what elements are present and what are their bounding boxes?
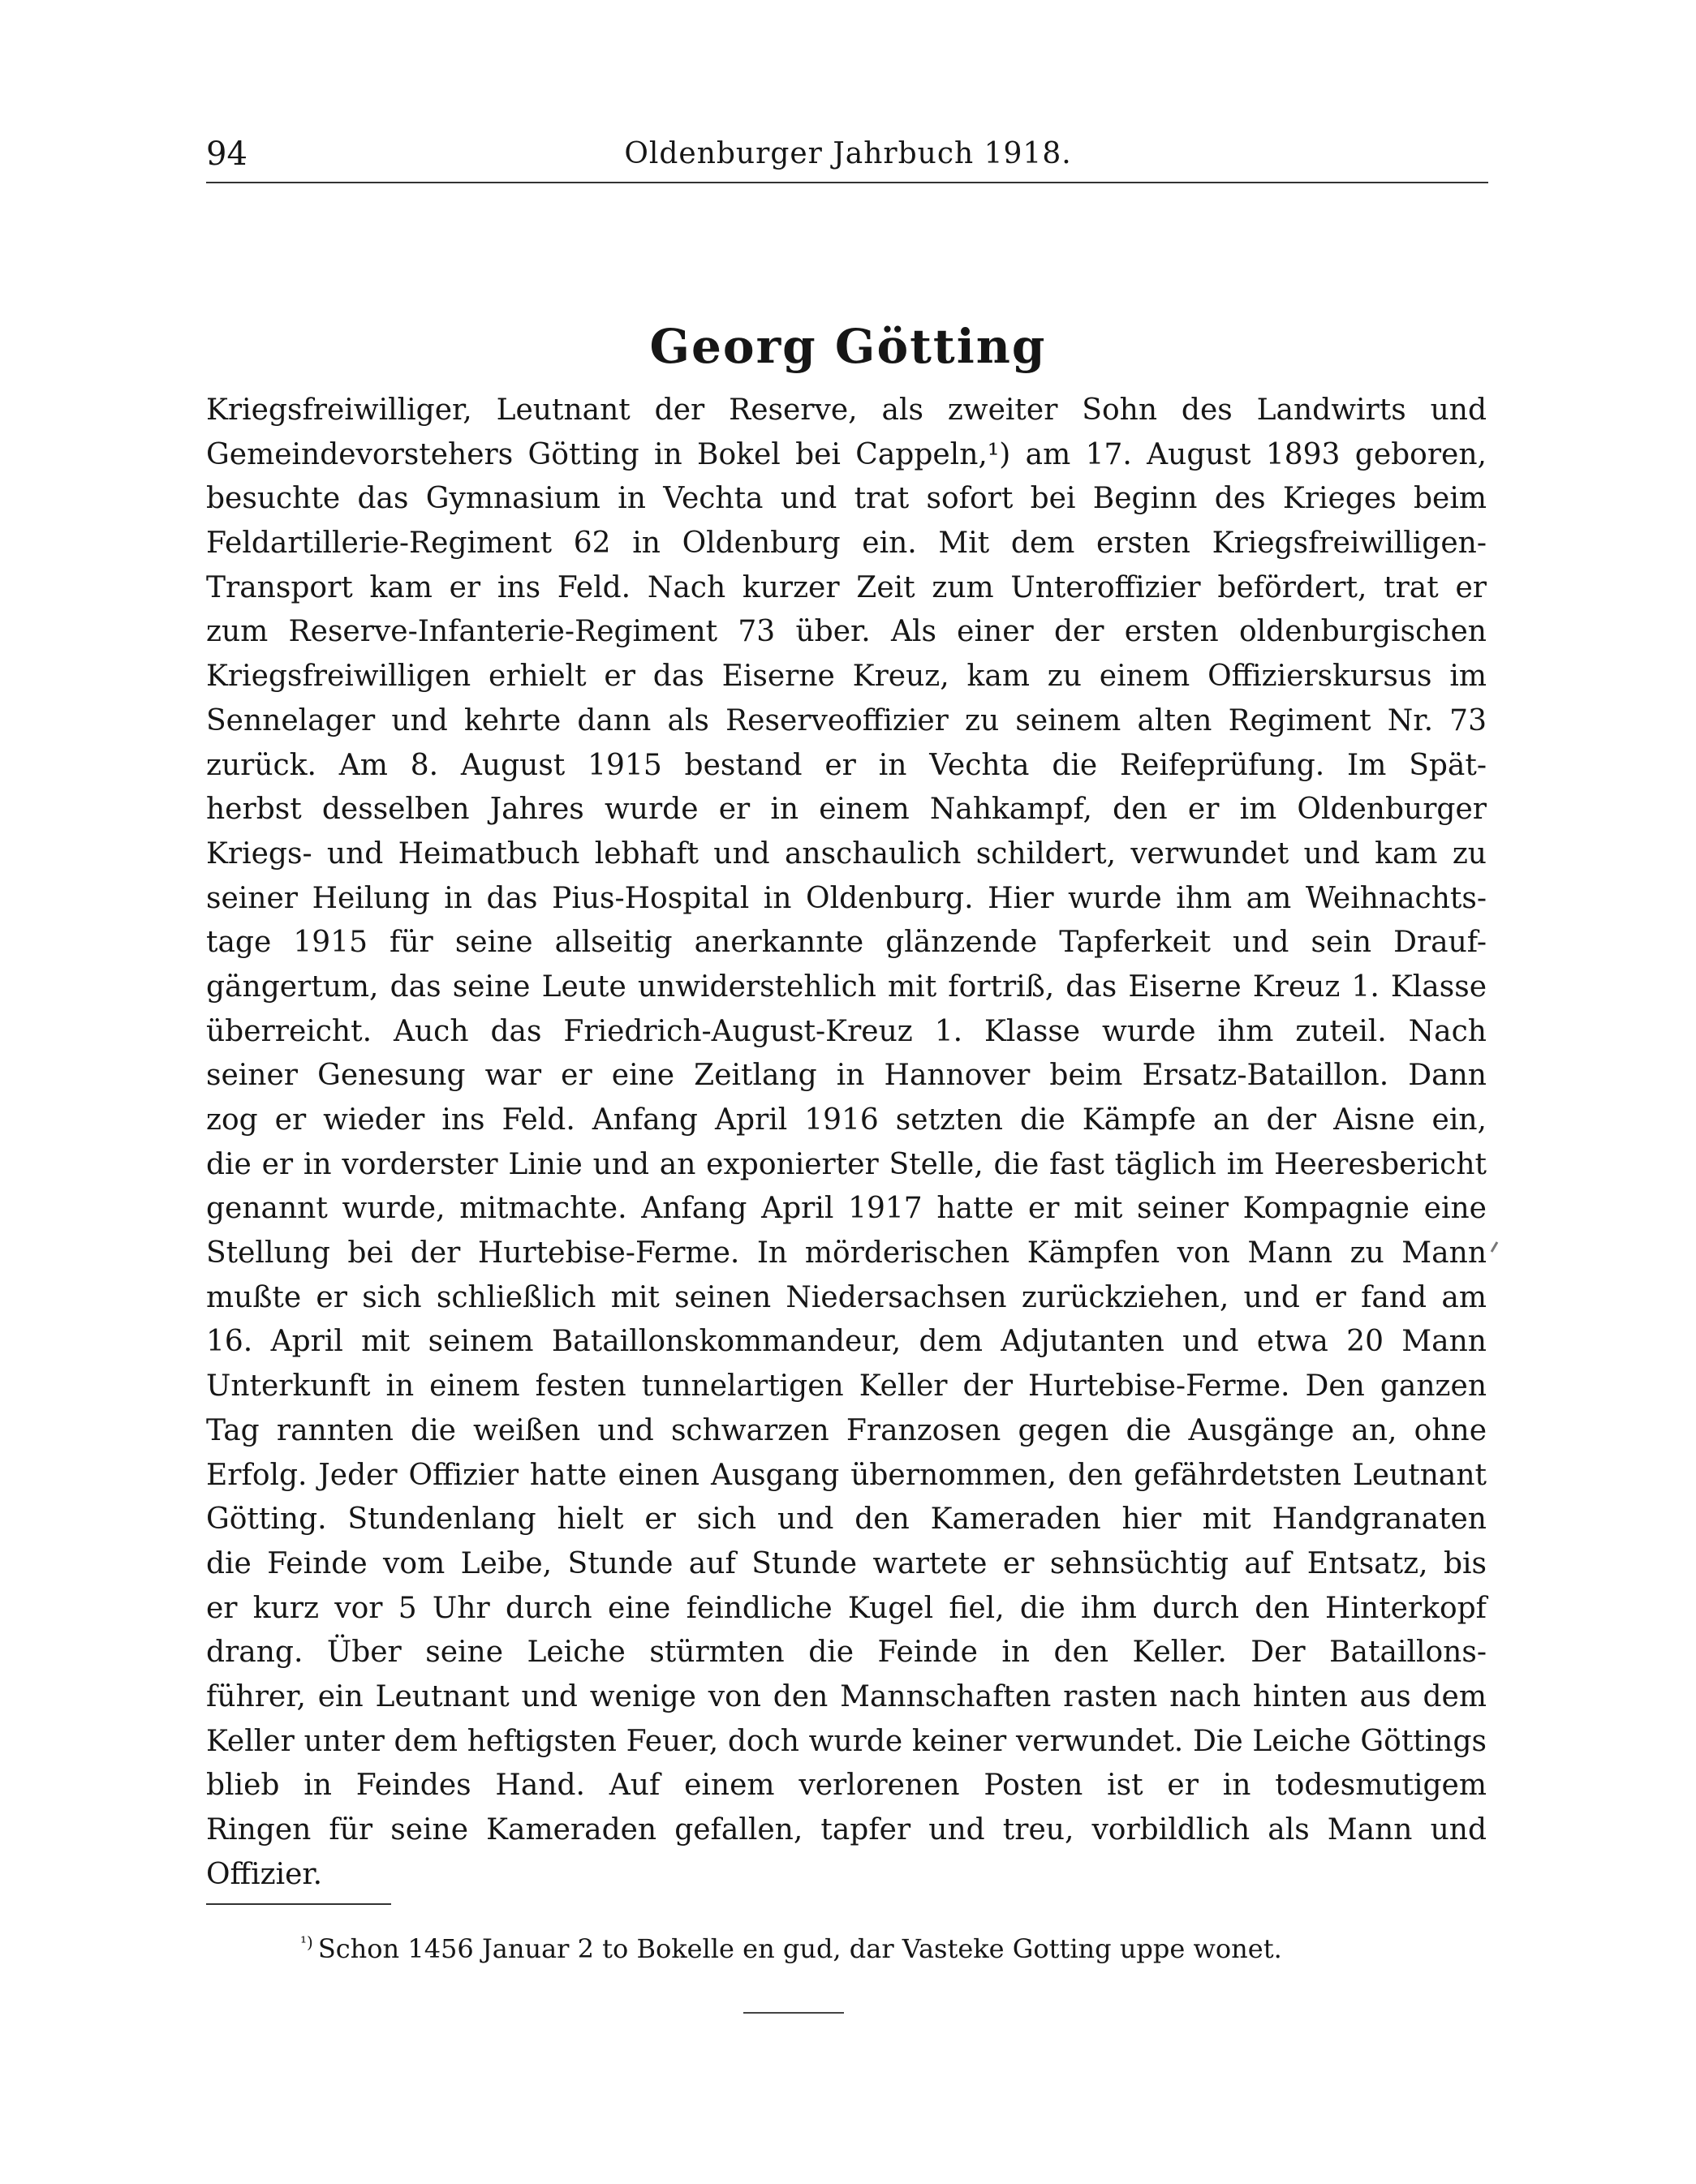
body-line: Erfolg. Jeder Offizier hatte einen Ausgang übernommen, den gefährdetsten Leutnant: [206, 1458, 1487, 1492]
body-line: die Feinde vom Leibe, Stunde auf Stunde wartete er sehnsüchtig auf Entsatz, bis: [206, 1546, 1487, 1580]
body-line: tage 1915 für seine allseitig anerkannte glänzende Tapferkeit und sein Drauf-: [206, 926, 1487, 960]
body-line: 16. April mit seinem Bataillonskommandeur, dem Adjutanten und etwa 20 Mann: [206, 1325, 1487, 1359]
footnote-text: Schon 1456 Januar 2 to Bokelle en gud, dar Vasteke Gotting uppe wonet.: [317, 1933, 1282, 1964]
body-line: Feldartillerie-Regiment 62 in Oldenburg ein. Mit dem ersten Kriegsfreiwilligen-: [206, 527, 1487, 561]
body-line: herbst desselben Jahres wurde er in einem Nahkampf, den er im Oldenburger: [206, 793, 1487, 827]
body-line: zum Reserve-Infanterie-Regiment 73 über. Als einer der ersten oldenburgischen: [206, 615, 1487, 649]
body-line: Keller unter dem heftigsten Feuer, doch wurde keiner verwundet. Die Leiche Göttings: [206, 1724, 1487, 1758]
body-line: Götting. Stundenlang hielt er sich und den Kameraden hier mit Handgranaten: [206, 1503, 1487, 1537]
body-line: zurück. Am 8. August 1915 bestand er in Vechta die Reifeprüfung. Im Spät-: [206, 748, 1487, 782]
body-line: Transport kam er ins Feld. Nach kurzer Zeit zum Unteroffizier befördert, trat er: [206, 570, 1487, 604]
body-line: Stellung bei der Hurtebise-Ferme. In mörderischen Kämpfen von Mann zu Mann: [206, 1236, 1487, 1270]
body-line: drang. Über seine Leiche stürmten die Feinde in den Keller. Der Bataillons-: [206, 1636, 1487, 1670]
body-line: seiner Heilung in das Pius-Hospital in Oldenburg. Hier wurde ihm am Weihnachts-: [206, 881, 1487, 915]
body-line: genannt wurde, mitmachte. Anfang April 1917 hatte er mit seiner Kompagnie eine: [206, 1192, 1487, 1226]
body-line: Unterkunft in einem festen tunnelartigen Keller der Hurtebise-Ferme. Den ganzen: [206, 1369, 1487, 1404]
body-line: Kriegsfreiwilligen erhielt er das Eiserne Kreuz, kam zu einem Offizierskursus im: [206, 660, 1487, 694]
body-line: gängertum, das seine Leute unwiderstehlich mit fortriß, das Eiserne Kreuz 1. Klasse: [206, 969, 1487, 1004]
body-line: führer, ein Leutnant und wenige von den Mannschaften rasten nach hinten aus dem: [206, 1679, 1487, 1713]
page-number: 94: [206, 135, 248, 173]
running-head-title: Oldenburger Jahrbuch 1918.: [624, 137, 1072, 170]
footnote: [300, 1924, 1282, 1967]
body-line: überreicht. Auch das Friedrich-August-Kreuz 1. Klasse wurde ihm zuteil. Nach: [206, 1014, 1487, 1048]
body-line: Kriegsfreiwilliger, Leutnant der Reserve, als zweiter Sohn des Landwirts und: [206, 393, 1487, 427]
body-line: Gemeindevorstehers Götting in Bokel bei Cappeln,¹) am 17. August 1893 geboren,: [206, 437, 1487, 471]
body-line: seiner Genesung war er eine Zeitlang in Hannover beim Ersatz-Bataillon. Dann: [206, 1059, 1487, 1093]
body-line: mußte er sich schließlich mit seinen Niedersachsen zurückziehen, und er fand am: [206, 1280, 1487, 1314]
body-line: Offizier.: [206, 1857, 323, 1891]
body-line: Tag rannten die weißen und schwarzen Franzosen gegen die Ausgänge an, ohne: [206, 1413, 1487, 1447]
body-line: zog er wieder ins Feld. Anfang April 1916 setzten die Kämpfe an der Aisne ein,: [206, 1103, 1487, 1137]
body-line: er kurz vor 5 Uhr durch eine feindliche Kugel fiel, die ihm durch den Hinterkopf: [206, 1591, 1487, 1625]
header-rule: [206, 182, 1488, 183]
article-title: Georg Götting: [649, 319, 1047, 374]
body-line: Ringen für seine Kameraden gefallen, tapfer und treu, vorbildlich als Mann und: [206, 1813, 1487, 1847]
body-line: die er in vorderster Linie und an exponierter Stelle, die fast täglich im Heeresbericht: [206, 1147, 1487, 1181]
scan-mark: [1491, 1241, 1499, 1253]
body-line: Kriegs- und Heimatbuch lebhaft und anschaulich schildert, verwundet und kam zu: [206, 836, 1487, 871]
body-line: besuchte das Gymnasium in Vechta und trat sofort bei Beginn des Krieges beim: [206, 482, 1487, 516]
article-body: [206, 389, 1487, 1897]
body-line: blieb in Feindes Hand. Auf einem verlorenen Posten ist er in todesmutigem: [206, 1769, 1487, 1803]
footnote-marker: ¹): [300, 1932, 313, 1952]
end-rule: [743, 2012, 844, 2014]
body-line: Sennelager und kehrte dann als Reserveoffizier zu seinem alten Regiment Nr. 73: [206, 703, 1487, 737]
footnote-rule: [206, 1903, 391, 1905]
